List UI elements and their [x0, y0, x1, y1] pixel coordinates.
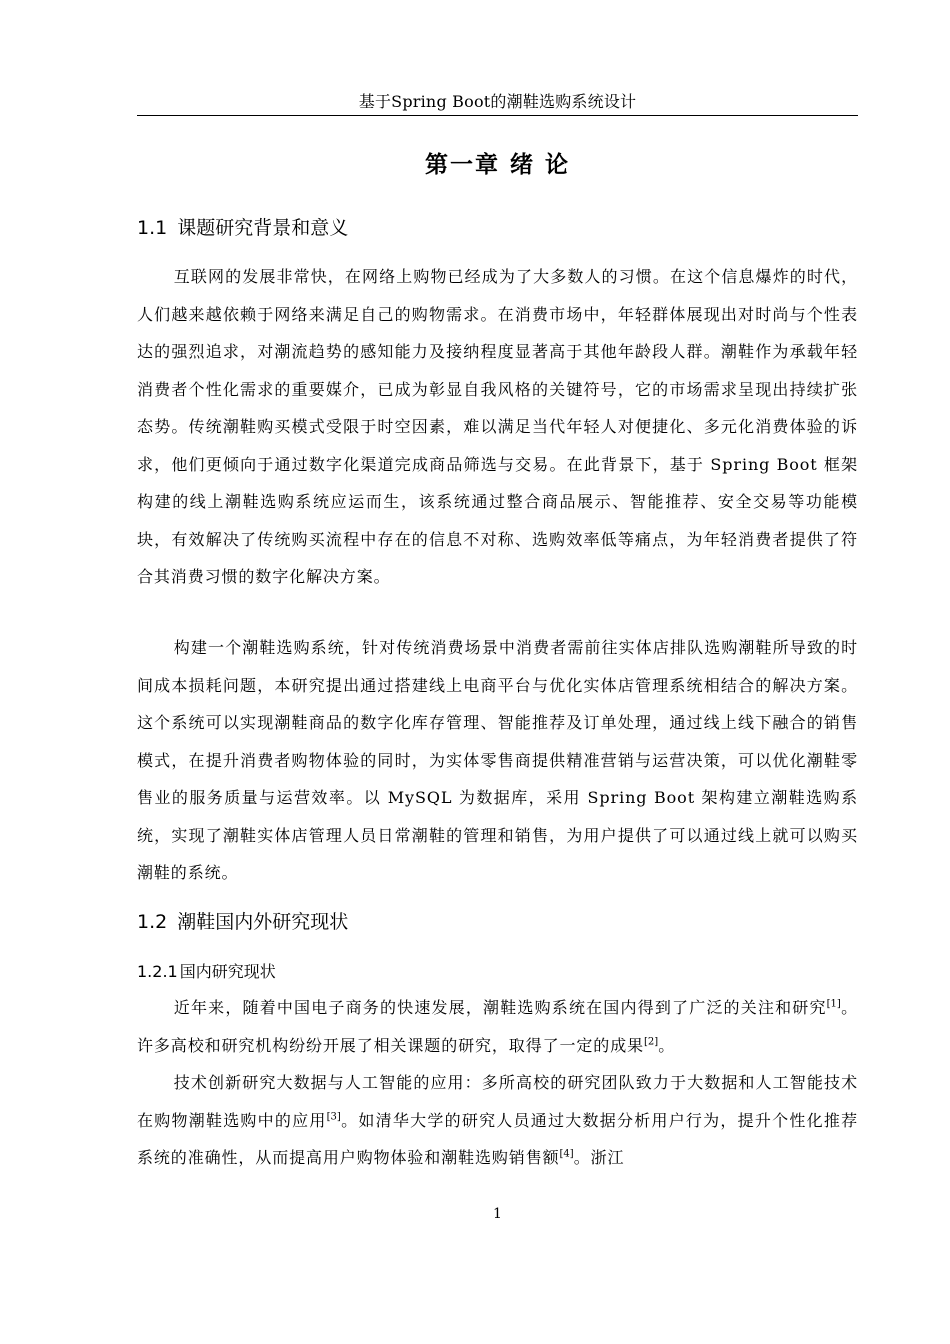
paragraph-text: 近年来，随着中国电子商务的快速发展，潮鞋选购系统在国内得到了广泛的关注和研究 [173, 998, 827, 1017]
paragraph-text: 。浙江 [573, 1148, 625, 1167]
citation-ref: [2] [644, 1036, 659, 1048]
paragraph-text: 。如清华大学的研究人员通过大数据分析用户行为，提升个性化推荐系统的准确性，从而提高用户购物体验和潮鞋选购销售额 [137, 1110, 858, 1167]
body-paragraph: 互联网的发展非常快，在网络上购物已经成为了大多数人的习惯。在这个信息爆炸的时代，人们越来越依赖于网络来满足自己的购物需求。在消费市场中，年轻群体展现出对时尚与个性表达的强烈追求，对潮流趋势的感知能力及接纳程度显著高于其他年龄段人群。潮鞋作为承载年轻消费者个性化需求的重要媒介，已成为彰显自我风格的关键符号，它的市场需求呈现出持续扩张态势。传统潮鞋购买模式受限于时空因素，难以满足当代年轻人对便捷化、多元化消费体验的诉求，他们更倾向于通过数字化渠道完成商品筛选与交易。在此背景下，基于 Spring Boot 框架构建的线上潮鞋选购系统应运而生，该系统通过整合商品展示、智能推荐、安全交易等功能模块，有效解决了传统购买流程中存在的信息不对称、选购效率低等痛点，为年轻消费者提供了符合其消费习惯的数字化解决方案。 [137, 267, 858, 586]
header-rule [137, 115, 858, 116]
subsection-number: 1.2.1 [137, 962, 178, 981]
body-paragraph [137, 989, 858, 1064]
citation-ref: [1] [826, 998, 841, 1010]
chapter-title: 第一章 绪 论 [424, 152, 570, 178]
body-paragraph [137, 1064, 858, 1177]
paragraph-text: 。许多高校和研究机构纷纷开展了相关课题的研究，取得了一定的成果 [137, 998, 858, 1055]
body-paragraph: 构建一个潮鞋选购系统，针对传统消费场景中消费者需前往实体店排队选购潮鞋所导致的时间成本损耗问题，本研究提出通过搭建线上电商平台与优化实体店管理系统相结合的解决方案。这个系统可以实现潮鞋商品的数字化库存管理、智能推荐及订单处理，通过线上线下融合的销售模式，在提升消费者购物体验的同时，为实体零售商提供精准营销与运营决策，可以优化潮鞋零售业的服务质量与运营效率。以 MySQL 为数据库，采用 Spring Boot 架构建立潮鞋选购系统，实现了潮鞋实体店管理人员日常潮鞋的管理和销售，为用户提供了可以通过线上就可以购买潮鞋的系统。 [137, 638, 858, 882]
paragraph-text: 技术创新研究大数据与人工智能的应用：多所高校的研究团队致力于大数据和人工智能技术在购物潮鞋选购中的应用 [137, 1073, 858, 1130]
citation-ref: [4] [559, 1148, 574, 1160]
citation-ref: [3] [326, 1111, 341, 1123]
subsection-heading-1-2-1 [137, 961, 276, 983]
section-number: 1.1 [137, 217, 168, 239]
paragraph-text: 。 [658, 1035, 676, 1055]
section-heading-1-1 [137, 215, 348, 241]
section-title: 潮鞋国内外研究现状 [177, 911, 349, 933]
subsection-title: 国内研究现状 [179, 962, 276, 981]
running-header-title: 基于Spring Boot的潮鞋选购系统设计 [358, 92, 637, 111]
section-heading-1-2 [137, 909, 348, 935]
section-number: 1.2 [137, 911, 168, 933]
section-title: 课题研究背景和意义 [177, 217, 349, 239]
page-number: 1 [493, 1206, 502, 1222]
